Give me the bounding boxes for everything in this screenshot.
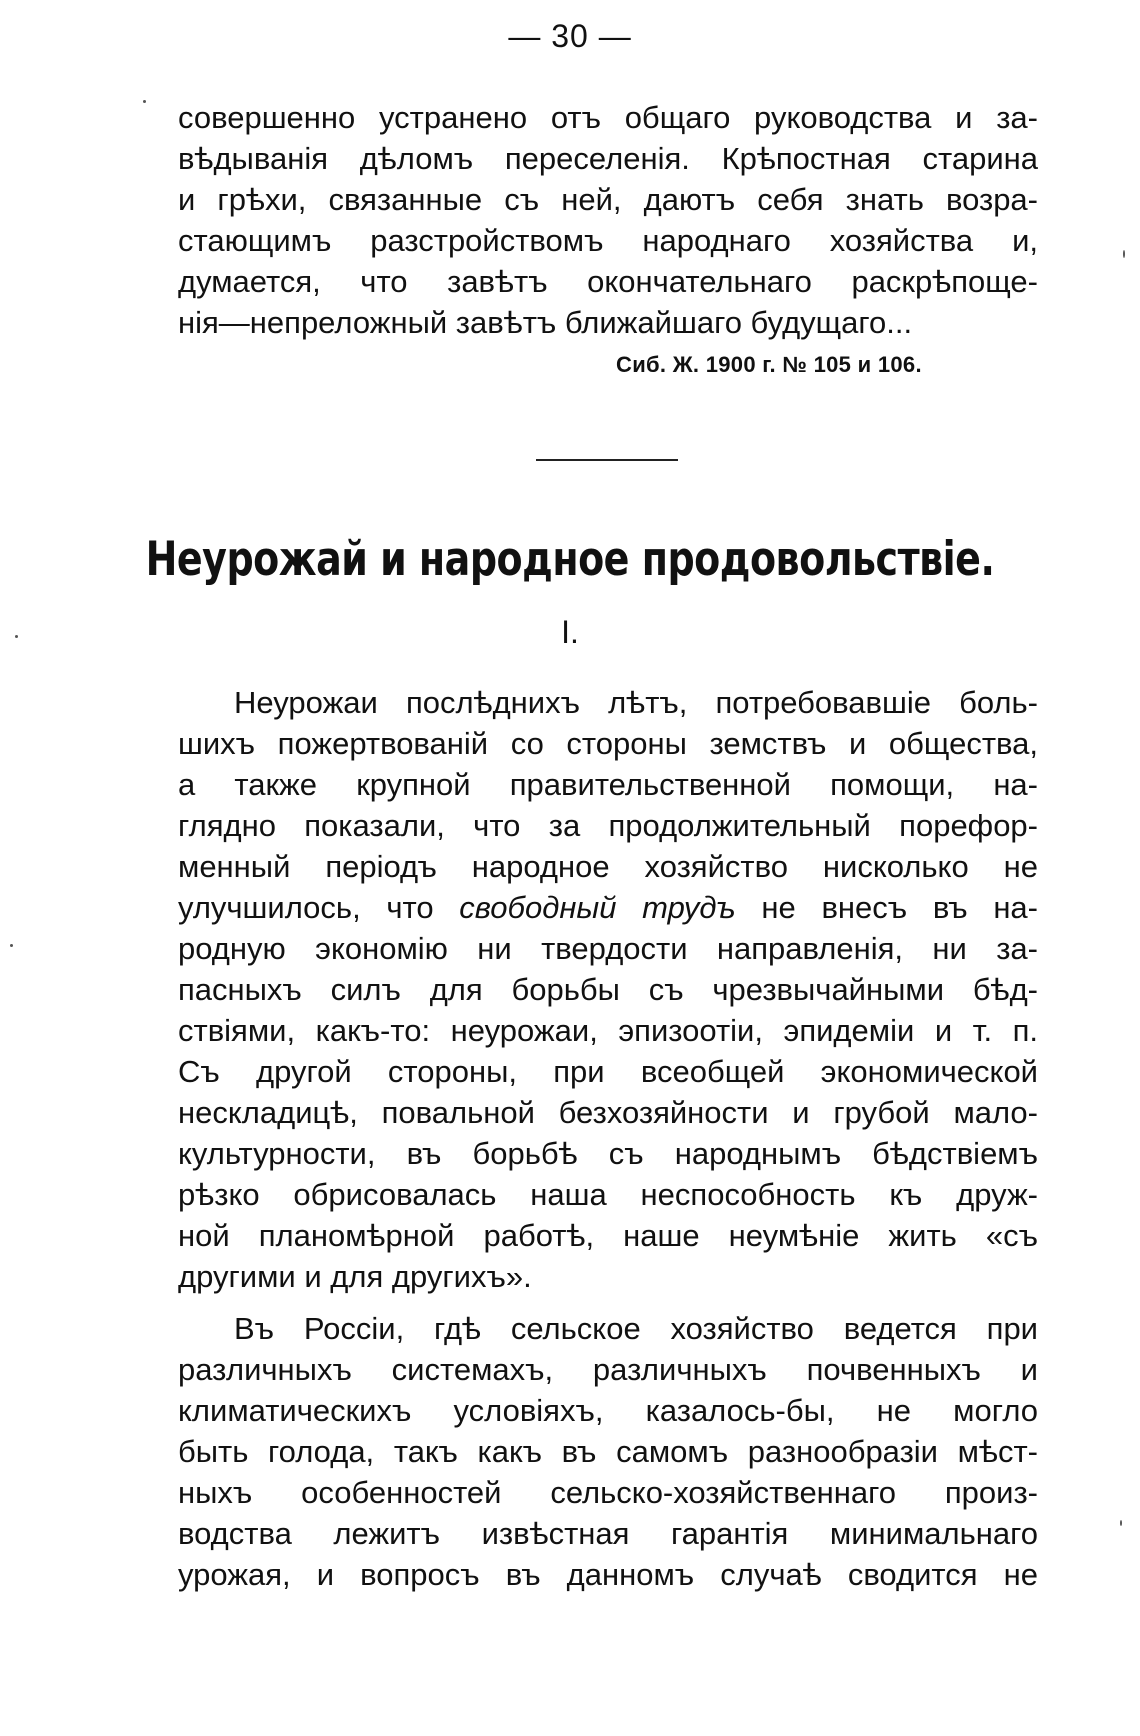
text-line: нескладицѣ, повальной безхозяйности и грубой мало-	[178, 1095, 1038, 1130]
text-line: нія—непреложный завѣтъ ближайшаго будущаго...	[178, 305, 913, 340]
paragraph-first	[178, 682, 1038, 1297]
emphasized-phrase: свободный трудъ	[459, 890, 736, 925]
section-numeral: I.	[561, 614, 579, 650]
text-line: климатическихъ условіяхъ, казалось-бы, не могло	[178, 1393, 1038, 1428]
text-line: культурности, въ борьбѣ съ народнымъ бѣдствіемъ	[178, 1136, 1038, 1171]
text-line: думается, что завѣтъ окончательнаго раскрѣпоще-	[178, 264, 1038, 299]
text-line: урожая, и вопросъ въ данномъ случаѣ сводится не	[178, 1557, 1038, 1592]
text-line: и грѣхи, связанные съ ней, даютъ себя знать возра-	[178, 182, 1038, 217]
text-line: а также крупной правительственной помощи, на-	[178, 767, 1038, 802]
text-line: шихъ пожертвованій со стороны земствъ и общества,	[178, 726, 1038, 761]
text-line: глядно показали, что за продолжительный порефор-	[178, 808, 1038, 843]
text-line: различныхъ системахъ, различныхъ почвенныхъ и	[178, 1352, 1038, 1387]
text-line: Въ Россіи, гдѣ сельское хозяйство ведется при	[234, 1311, 1038, 1346]
text-segment: улучшилось, что	[178, 890, 460, 925]
scan-speck	[1120, 1520, 1122, 1526]
text-line: Неурожаи послѣднихъ лѣтъ, потребовавшіе боль-	[234, 685, 1038, 720]
citation: Сиб. Ж. 1900 г. № 105 и 106.	[616, 352, 922, 377]
text-line: Съ другой стороны, при всеобщей экономической	[178, 1054, 1038, 1089]
scan-speck	[143, 100, 146, 103]
article-heading: Неурожай и народное продовольствіе.	[145, 531, 995, 586]
text-line: вѣдыванія дѣломъ переселенія. Крѣпостная старина	[178, 141, 1038, 176]
paragraph-continuation	[178, 97, 1038, 343]
text-line: быть голода, такъ какъ въ самомъ разнообразіи мѣст-	[178, 1434, 1038, 1469]
text-line: ныхъ особенностей сельско-хозяйственнаго произ-	[178, 1475, 1038, 1510]
paragraph-second	[178, 1308, 1038, 1595]
text-line: совершенно устранено отъ общаго руководства и за-	[178, 100, 1038, 135]
text-line: рѣзко обрисовалась наша неспособность къ друж-	[178, 1177, 1038, 1212]
page-number: — 30 —	[508, 18, 632, 54]
text-line: водства лежитъ извѣстная гарантія минимальнаго	[178, 1516, 1038, 1551]
section-separator-rule	[536, 459, 678, 461]
text-line: ствіями, какъ-то: неурожаи, эпизоотіи, эпидеміи и т. п.	[178, 1013, 1038, 1048]
text-segment: не внесъ въ на-	[735, 890, 1039, 925]
text-line: ной планомѣрной работѣ, наше неумѣніе жить «съ	[178, 1218, 1038, 1253]
scan-speck	[1123, 250, 1125, 258]
text-line: менный періодъ народное хозяйство нисколько не	[178, 849, 1038, 884]
text-line: другими и для другихъ».	[178, 1259, 532, 1294]
text-line: стающимъ разстройствомъ народнаго хозяйства и,	[178, 223, 1038, 258]
scan-speck	[15, 635, 18, 638]
scan-speck	[10, 944, 13, 947]
text-line: пасныхъ силъ для борьбы съ чрезвычайными бѣд-	[178, 972, 1038, 1007]
text-line: родную экономію ни твердости направленія, ни за-	[178, 931, 1038, 966]
text-line-with-emphasis	[178, 887, 1038, 928]
